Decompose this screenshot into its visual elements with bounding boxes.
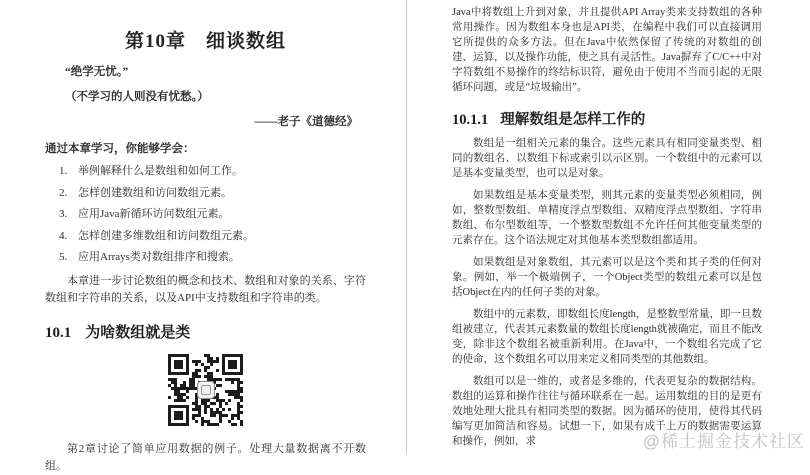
left-page [0,0,406,472]
objective-item [45,250,366,265]
quote-line-1: “绝学无忧。” [65,66,129,78]
subsection-title: 理解数组是怎样工作的 [500,112,646,128]
objective-number: 3. [59,208,68,220]
qr-code-container [45,354,366,426]
objective-item [45,186,366,201]
watermark-text: @稀土掘金技术社区 [642,432,805,451]
qr-code-image [168,354,243,426]
objectives-list [45,164,366,265]
objectives-intro: 通过本章学习，你能够学会： [45,143,195,155]
objective-text: 怎样创建多维数组和访问数组元素。 [78,229,254,242]
objective-number: 2. [59,186,68,199]
closing-paragraph: 第2章讨论了简单应用数据的例子。处理大量数据离不开数组。 [45,443,366,472]
body-paragraph: Java中将数组上升到对象，并且提供API Array类来支持数组的各种常用操作。因为数组本身也是API类，在编程中我们可以直接调用它所提供的众多方法。但在Java中依然保留了传统的对数组的创建、运算，以及操作功能，使之具有灵活性。Java摒弃了C/C++中对字符数组不易操作的终结标识符，避免由于使用不当而引起的无限循环问题，或是“垃圾输出”。 [452,7,762,93]
section-title: 为啥数组就是类 [85,325,191,341]
section-heading-10-1 [45,321,366,342]
body-paragraph: 数组中的元素数，即数组长度length，是整数型常量，即一旦数组被建立，代表其元素数量的数组长度length就被确定，而且不能改变，除非这个数组名被重新利用。在Java中，一个数组名完成了它的使命，这个数组名可以用来定义相同类型的其他数组。 [452,309,762,365]
objective-text: 怎样创建数组和访问数组元素。 [78,186,232,199]
chapter-title: 第10章 细谈数组 [124,31,286,52]
objective-item [45,207,366,222]
right-page [407,0,810,454]
quote-line-2: （不学习的人则没有忧愁。） [65,91,209,103]
body-paragraph: 如果数组是基本变量类型，则其元素的变量类型必须相同，例如，整数型数组、单精度浮点型数组、双精度浮点型数组、字符串数组、布尔型数组等，一个整数型数组不允许任何其他变量类型的元素存在。这个语法规定对其他基本类型数组都适用。 [452,190,762,246]
body-paragraph: 数组是一组相关元素的集合。这些元素具有相同变量类型、相同的数组名、以数组下标或索引以示区别。一个数组中的元素可以是基本变量类型，也可以是对象。 [452,138,762,179]
objective-number: 4. [59,229,68,242]
qr-center-logo-icon [197,381,215,399]
objective-item [45,164,366,179]
objective-text: 举例解释什么是数组和如何工作。 [78,165,243,177]
objective-text: 应用Java新循环访问数组元素。 [78,208,230,220]
section-number: 10.1 [45,325,72,341]
body-paragraph: 如果数组是对象数组，其元素可以是这个类和其子类的任何对象。例如，举一个极端例子，一个Object类型的数组元素可以是包括Object在内的任何子类的对象。 [452,257,762,298]
chapter-summary-paragraph: 本章进一步讨论数组的概念和技术、数组和对象的关系、字符数组和字符串的关系，以及API中支持数组和字符串的类。 [45,275,366,304]
quote-attribution: ——老子《道德经》 [254,116,358,128]
body-paragraph: 数组可以是一维的，或者是多维的，代表更复杂的数据结构。数组的运算和操作往往与循环联系在一起。运用数组的目的是更有效地处理大批具有相同类型的数据。因为循环的使用，使得其代码编写更加简洁和容易。试想一下，如果有成千上万的数据需要运算和操作，例如，求 [452,376,762,447]
objective-number: 5. [59,251,68,263]
objective-item [45,229,366,244]
subsection-heading-10-1-1 [452,108,762,129]
objective-text: 应用Arrays类对数组排序和搜索。 [78,251,240,263]
objective-number: 1. [59,165,68,177]
subsection-number: 10.1.1 [452,112,489,128]
